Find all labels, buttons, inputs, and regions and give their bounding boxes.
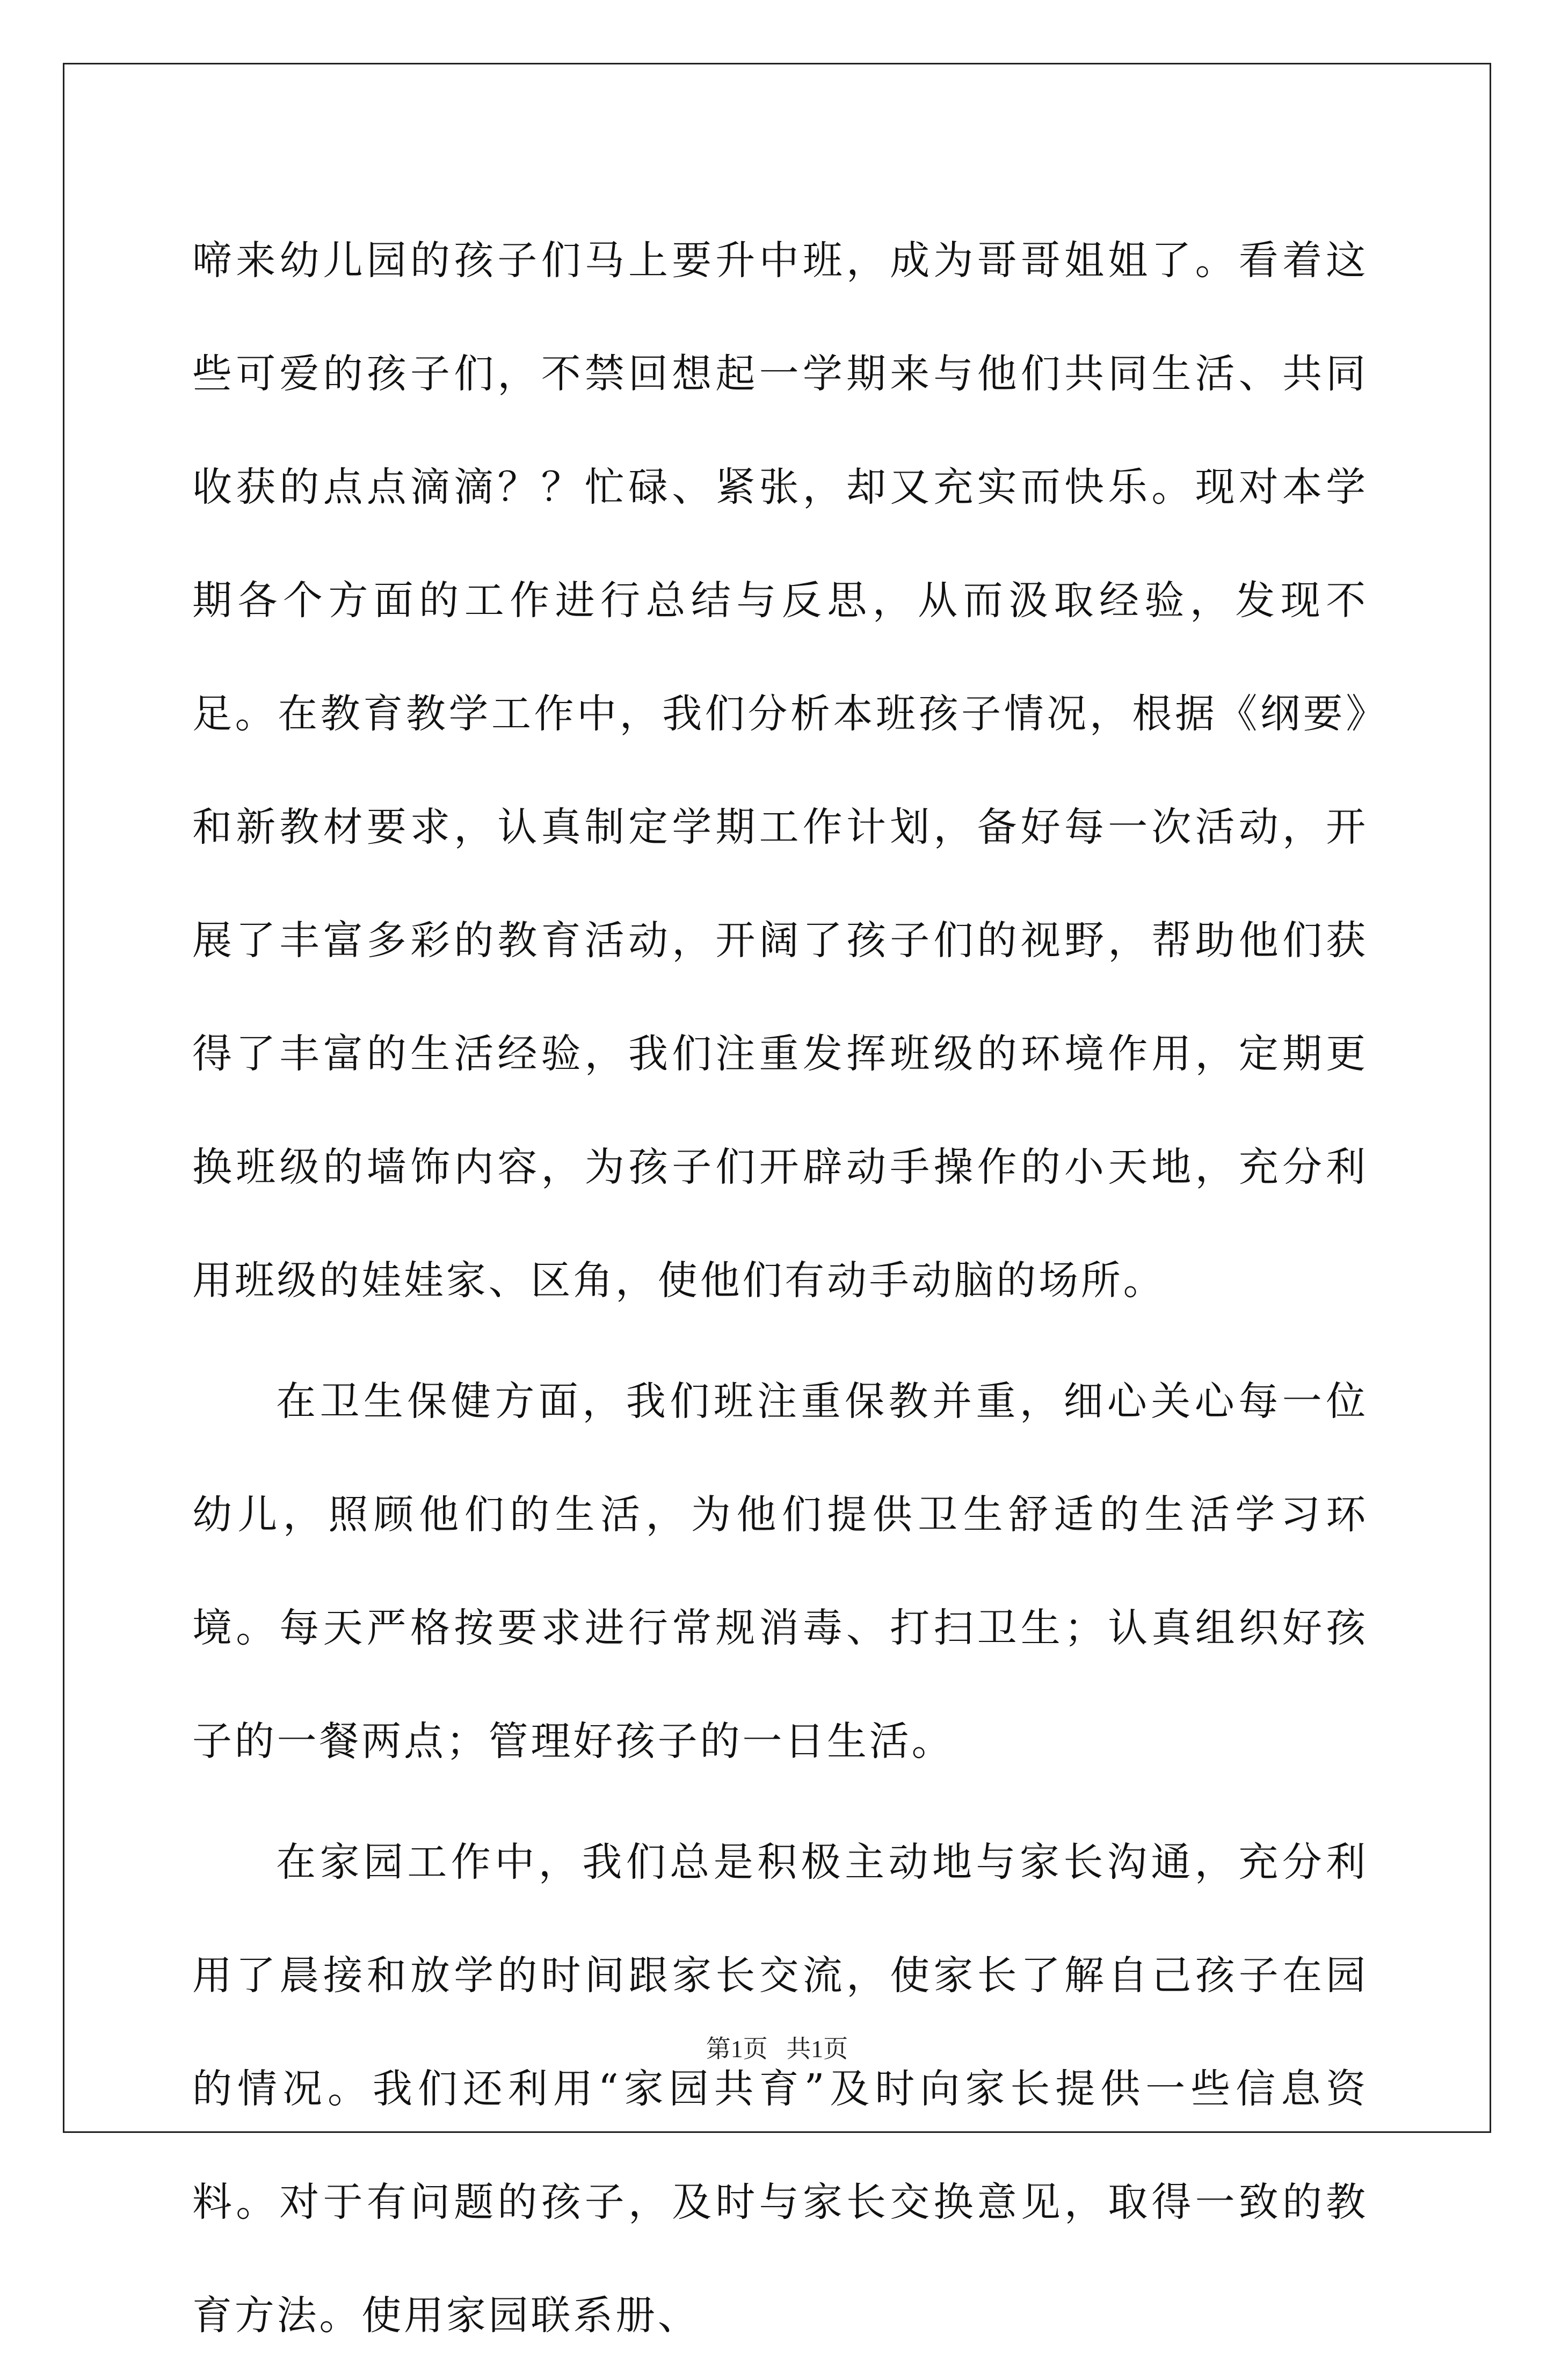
paragraph-2: 在卫生保健方面，我们班注重保教并重，细心关心每一位幼儿，照顾他们的生活，为他们提供卫生舒适的生活学习环境。每天严格按要求进行常规消毒、打扫卫生；认真组织好孩子的一餐两点；管理好孩子的一日生活。 (192, 1378, 1368, 1764)
paragraph-1: 啼来幼儿园的孩子们马上要升中班，成为哥哥姐姐了。看着这些可爱的孩子们，不禁回想起一学期来与他们共同生活、共同收获的点点滴滴？？忙碌、紧张，却又充实而快乐。现对本学期各个方面的工作进行总结与反思，从而汲取经验，发现不足。在教育教学工作中，我们分析本班孩子情况，根据《纲要》和新教材要求，认真制定学期工作计划，备好每一次活动，开展了丰富多彩的教育活动，开阔了孩子们的视野，帮助他们获得了丰富的生活经验，我们注重发挥班级的环境作用，定期更换班级的墙饰内容，为孩子们开辟动手操作的小天地，充分利用班级的娃娃家、区角，使他们有动手动脑的场所。 (192, 237, 1368, 1304)
paragraph-3: 在家园工作中，我们总是积极主动地与家长沟通，充分利用了晨接和放学的时间跟家长交流，使家长了解自己孩子在园的情况。我们还利用“家园共育”及时向家长提供一些信息资料。对于有问题的孩子，及时与家长交换意见，取得一致的教育方法。使用家园联系册、 (192, 1839, 1368, 2339)
page-footer: 第1页 共1页 (706, 2035, 848, 2063)
